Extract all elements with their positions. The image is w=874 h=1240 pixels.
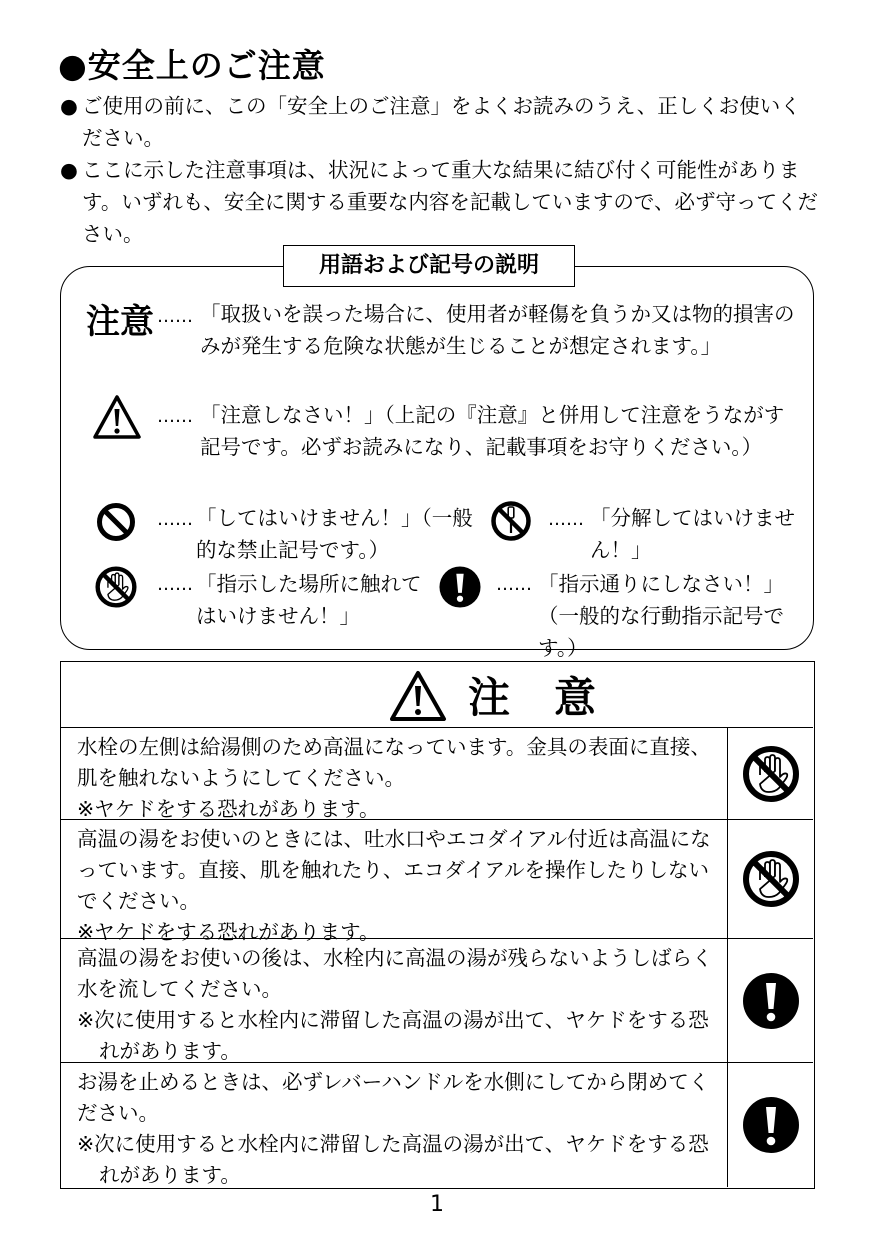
mandatory-action-icon [741,1095,801,1155]
page-title: ●安全上のご注意 [58,46,326,85]
no-touch-icon [741,744,801,804]
page-number: 1 [430,1192,444,1217]
table-row [61,820,813,944]
row-main-text: 水栓の左側は給湯側のため高温になっています。金具の表面に直接、肌を触れないようにしてください。 [77,735,711,790]
row-text [77,732,717,825]
no-disassembly-icon [490,500,532,542]
caution-definition: 「取扱いを誤った場合に、使用者が軽傷を負うか又は物的損害のみが発生する危険な状態が生じることが想定されます。」 [200,302,795,358]
row-icon-cell [727,939,814,1062]
bullet: ● [60,94,78,118]
leader-dots: …… [548,509,584,530]
row-text [77,1067,717,1191]
leader-dots: …… [157,406,193,427]
mandatory-action-icon [741,971,801,1031]
table-row [61,939,813,1063]
row-main-text: 高温の湯をお使いの後は、水栓内に高温の湯が残らないようしばらく水を流してください。 [77,946,713,1001]
row-icon-cell [727,1063,814,1187]
triangle-definition: 「注意しなさい！」（上記の『注意』と併用して注意をうながす記号です。必ずお読みになり、記載事項をお守りください。） [200,403,785,459]
caution-table [60,661,815,1189]
caution-table-title: 注意 [468,673,641,722]
row-note: ※次に使用すると水栓内に滞留した高温の湯が出て、ヤケドをする恐れがあります。 [77,1008,709,1063]
mandatory-definition: 「指示通りにしなさい！」（一般的な行動指示記号です。） [538,572,784,660]
no-touch-icon [94,565,138,609]
intro-text: ご使用の前に、この「安全上のご注意」をよくお読みのうえ、正しくお使いください。 [82,94,801,150]
leader-dots: …… [157,574,193,595]
table-row [61,728,813,820]
intro-text: ここに示した注意事項は、状況によって重大な結果に結び付く可能性があります。いずれも、安全に関する重要な内容を記載していますので、必ず守ってください。 [82,158,818,246]
disassembly-definition: 「分解してはいけません！」 [590,506,795,562]
leader-dots: …… [157,509,193,530]
row-text [77,943,717,1067]
row-note: ※ヤケドをする恐れがあります。 [77,797,380,821]
row-main-text: 高温の湯をお使いのときには、吐水口やエコダイアル付近は高温になっています。直接、肌を触れたり、エコダイアルを操作したりしないでください。 [77,827,711,913]
caution-word: 注意 [86,302,154,342]
warning-triangle-icon [92,394,142,440]
row-text [77,824,717,948]
bullet: ● [60,158,78,182]
warning-triangle-icon [389,670,447,722]
leader-dots: …… [496,574,532,595]
intro-item [60,90,820,154]
row-note: ※ヤケドをする恐れがあります。 [77,920,380,944]
prohibition-icon [96,502,136,542]
row-main-text: お湯を止めるときは、必ずレバーハンドルを水側にしてから閉めてください。 [77,1070,710,1125]
no-touch-definition: 「指示した場所に触れてはいけません！」 [196,572,422,628]
legend-header: 用語および記号の説明 [283,245,575,287]
table-row [61,1063,813,1187]
row-icon-cell [727,728,814,819]
row-note: ※次に使用すると水栓内に滞留した高温の湯が出て、ヤケドをする恐れがあります。 [77,1132,709,1187]
intro-item [60,154,820,250]
mandatory-action-icon [438,565,482,609]
leader-dots: …… [157,306,193,327]
no-touch-icon [741,849,801,909]
row-icon-cell [727,820,814,938]
caution-table-header [61,662,813,728]
prohibition-definition: 「してはいけません！」（一般的な禁止記号です。） [196,506,473,562]
